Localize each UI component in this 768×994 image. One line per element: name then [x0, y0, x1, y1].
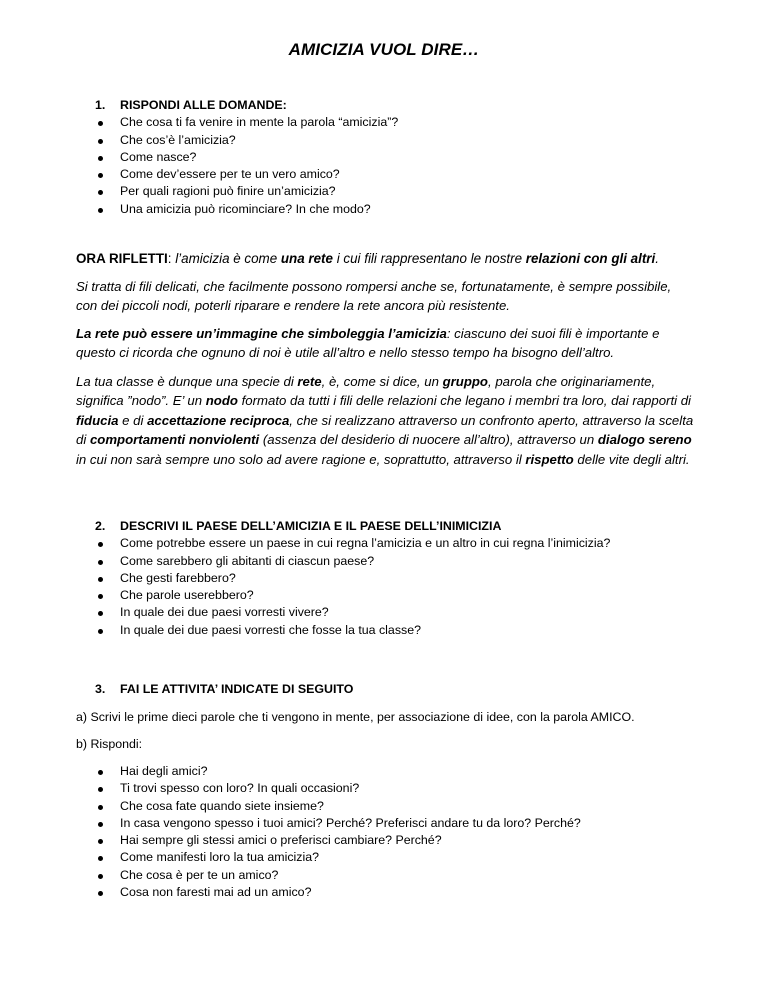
bullet-icon: [98, 611, 103, 616]
list-item: Come dev’essere per te un vero amico?: [95, 166, 398, 183]
bullet-icon: [98, 822, 103, 827]
bullet-icon: [98, 594, 103, 599]
section-3-heading: 3. FAI LE ATTIVITA’ INDICATE DI SEGUITO: [95, 681, 353, 698]
list-item: Che cosa fate quando siete insieme?: [95, 798, 581, 815]
list-item: Che cosa è per te un amico?: [95, 867, 581, 884]
section-3-heading-list: [95, 681, 353, 698]
bullet-icon: [98, 560, 103, 565]
section-2-heading: 2. DESCRIVI IL PAESE DELL’AMICIZIA E IL PAESE DELL’INIMICIZIA: [95, 518, 610, 535]
section-1-list: [95, 97, 398, 218]
bullet-icon: [98, 839, 103, 844]
bullet-icon: [98, 577, 103, 582]
bullet-icon: [98, 156, 103, 161]
bullet-icon: [98, 787, 103, 792]
reflection-intro: ORA RIFLETTI: l’amicizia è come una rete i cui fili rappresentano le nostre relazioni con gli altri.: [76, 251, 659, 266]
reflection-paragraph-3: La rete può essere un’immagine che simboleggia l’amicizia: ciascuno dei suoi fili è importante e questo ci ricorda che ognuno di noi è utile all’altro e nello stesso tempo ha bisogno dell’altro.: [76, 326, 660, 361]
list-item: In quale dei due paesi vorresti vivere?: [95, 604, 610, 621]
activity-b: b) Rispondi:: [76, 737, 143, 751]
list-item: Come sarebbero gli abitanti di ciascun paese?: [95, 553, 610, 570]
bullet-icon: [98, 805, 103, 810]
list-item: Una amicizia può ricominciare? In che modo?: [95, 201, 398, 218]
bullet-icon: [98, 891, 103, 896]
list-item: Che gesti farebbero?: [95, 570, 610, 587]
bullet-icon: [98, 173, 103, 178]
list-item: Hai degli amici?: [95, 763, 581, 780]
list-item: Che parole userebbero?: [95, 587, 610, 604]
bullet-icon: [98, 139, 103, 144]
bullet-icon: [98, 190, 103, 195]
list-item: Cosa non faresti mai ad un amico?: [95, 884, 581, 901]
bullet-icon: [98, 208, 103, 213]
bullet-icon: [98, 856, 103, 861]
list-item: Come manifesti loro la tua amicizia?: [95, 849, 581, 866]
list-item: Come potrebbe essere un paese in cui regna l’amicizia e un altro in cui regna l’inimicizia?: [95, 535, 610, 552]
section-number: 2.: [95, 519, 106, 533]
list-item: Hai sempre gli stessi amici o preferisci cambiare? Perché?: [95, 832, 581, 849]
section-2-list: [95, 518, 610, 639]
list-item: Per quali ragioni può finire un’amicizia?: [95, 183, 398, 200]
reflection-paragraph-4: La tua classe è dunque una specie di rete, è, come si dice, un gruppo, parola che originariamente, significa ”nodo”. E’ un nodo formato da tutti i fili delle relazioni che legano i membri tra loro, dai rapporti di fiducia e di accettazione reciproca, che si realizzano attraverso un confronto aperto, attraverso la scelta di comportamenti nonviolenti (assenza del desiderio di nuocere all’altro), attraverso un dialogo sereno in cui non sarà sempre uno solo ad avere ragione e, soprattutto, attraverso il rispetto delle vite degli altri.: [76, 374, 694, 467]
bullet-icon: [98, 121, 103, 126]
section-3-list: [95, 763, 581, 901]
reflection-paragraph-2: Si tratta di fili delicati, che facilmente possono rompersi anche se, fortunatamente, è sempre possibile, con dei piccoli nodi, poterli riparare e rendere la rete ancora più resistente.: [76, 279, 672, 314]
section-1-heading: 1. RISPONDI ALLE DOMANDE:: [95, 97, 398, 114]
bullet-icon: [98, 770, 103, 775]
list-item: In quale dei due paesi vorresti che fosse la tua classe?: [95, 622, 610, 639]
section-number: 3.: [95, 682, 106, 696]
bullet-icon: [98, 629, 103, 634]
bullet-icon: [98, 542, 103, 547]
list-item: Come nasce?: [95, 149, 398, 166]
document-title: AMICIZIA VUOL DIRE…: [288, 40, 480, 59]
bullet-icon: [98, 874, 103, 879]
activity-a: a) Scrivi le prime dieci parole che ti vengono in mente, per associazione di idee, con la parola AMICO.: [76, 710, 635, 724]
list-item: In casa vengono spesso i tuoi amici? Perché? Preferisci andare tu da loro? Perché?: [95, 815, 581, 832]
section-number: 1.: [95, 98, 106, 112]
reflection-label: ORA RIFLETTI: [76, 251, 168, 266]
list-item: Che cos’è l’amicizia?: [95, 132, 398, 149]
list-item: Che cosa ti fa venire in mente la parola “amicizia”?: [95, 114, 398, 131]
list-item: Ti trovi spesso con loro? In quali occasioni?: [95, 780, 581, 797]
